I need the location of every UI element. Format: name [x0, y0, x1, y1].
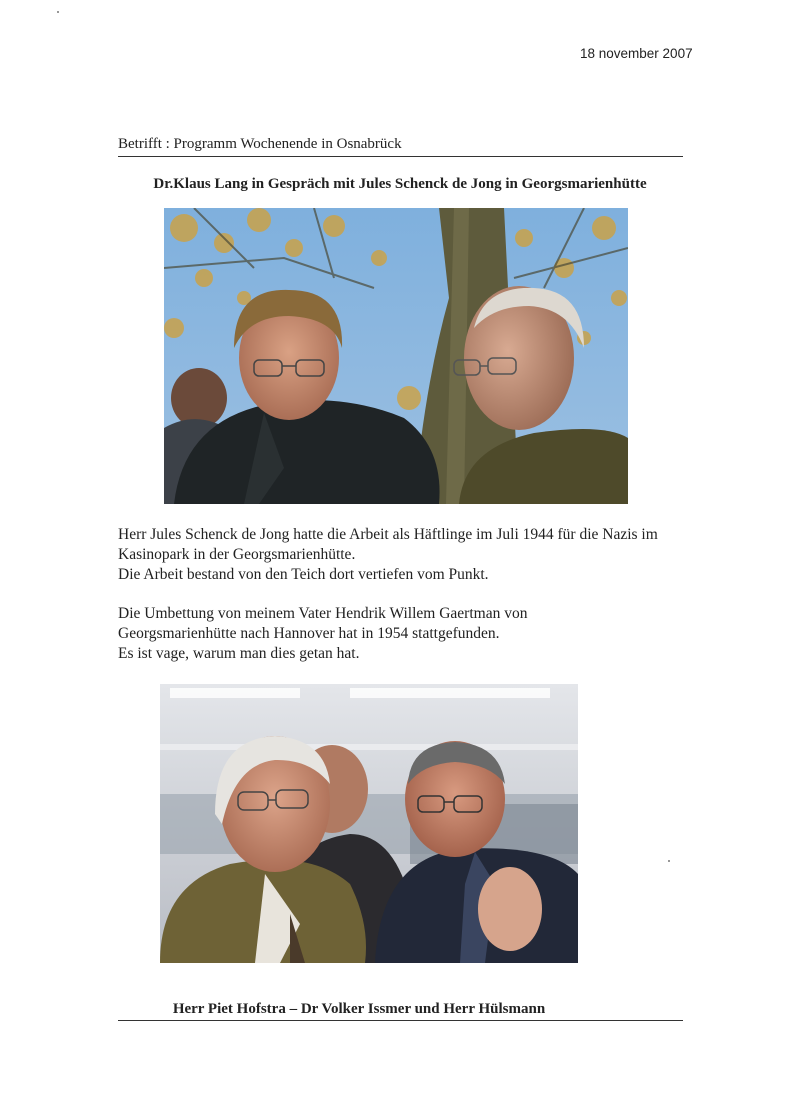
- paragraph-2: [118, 604, 718, 664]
- background-person-head: [171, 368, 227, 428]
- paragraph-2-line-2: Georgsmarienhütte nach Hannover hat in 1954 stattgefunden.: [118, 625, 500, 642]
- scan-speck: [668, 860, 670, 862]
- top-photo-caption: Dr.Klaus Lang in Gespräch mit Jules Schenck de Jong in Georgsmarienhütte: [153, 176, 647, 192]
- scan-speck: [57, 11, 59, 13]
- paragraph-1-line-1: Herr Jules Schenck de Jong hatte die Arbeit als Häftlinge im Juli 1944 für die Nazis im: [118, 526, 658, 543]
- paragraph-1-line-2: Kasinopark in der Georgsmarienhütte.: [118, 546, 356, 563]
- bottom-photo-caption: Herr Piet Hofstra – Dr Volker Issmer und Herr Hülsmann: [172, 1001, 546, 1017]
- pointing-hand: [478, 867, 542, 951]
- paragraph-1-line-3: Die Arbeit bestand von den Teich dort vertiefen vom Punkt.: [118, 566, 489, 583]
- bottom-photo: [160, 684, 578, 963]
- subject-underline: [118, 156, 683, 157]
- subject-line: Betrifft : Programm Wochenende in Osnabrück: [118, 136, 402, 152]
- bottom-rule: [118, 1020, 683, 1021]
- paragraph-2-line-3: Es ist vage, warum man dies getan hat.: [118, 645, 360, 662]
- paragraph-2-line-1: Die Umbettung von meinem Vater Hendrik Willem Gaertman von: [118, 605, 528, 622]
- paragraph-1: [118, 525, 718, 585]
- document-date: 18 november 2007: [580, 46, 693, 61]
- top-photo: [164, 208, 628, 504]
